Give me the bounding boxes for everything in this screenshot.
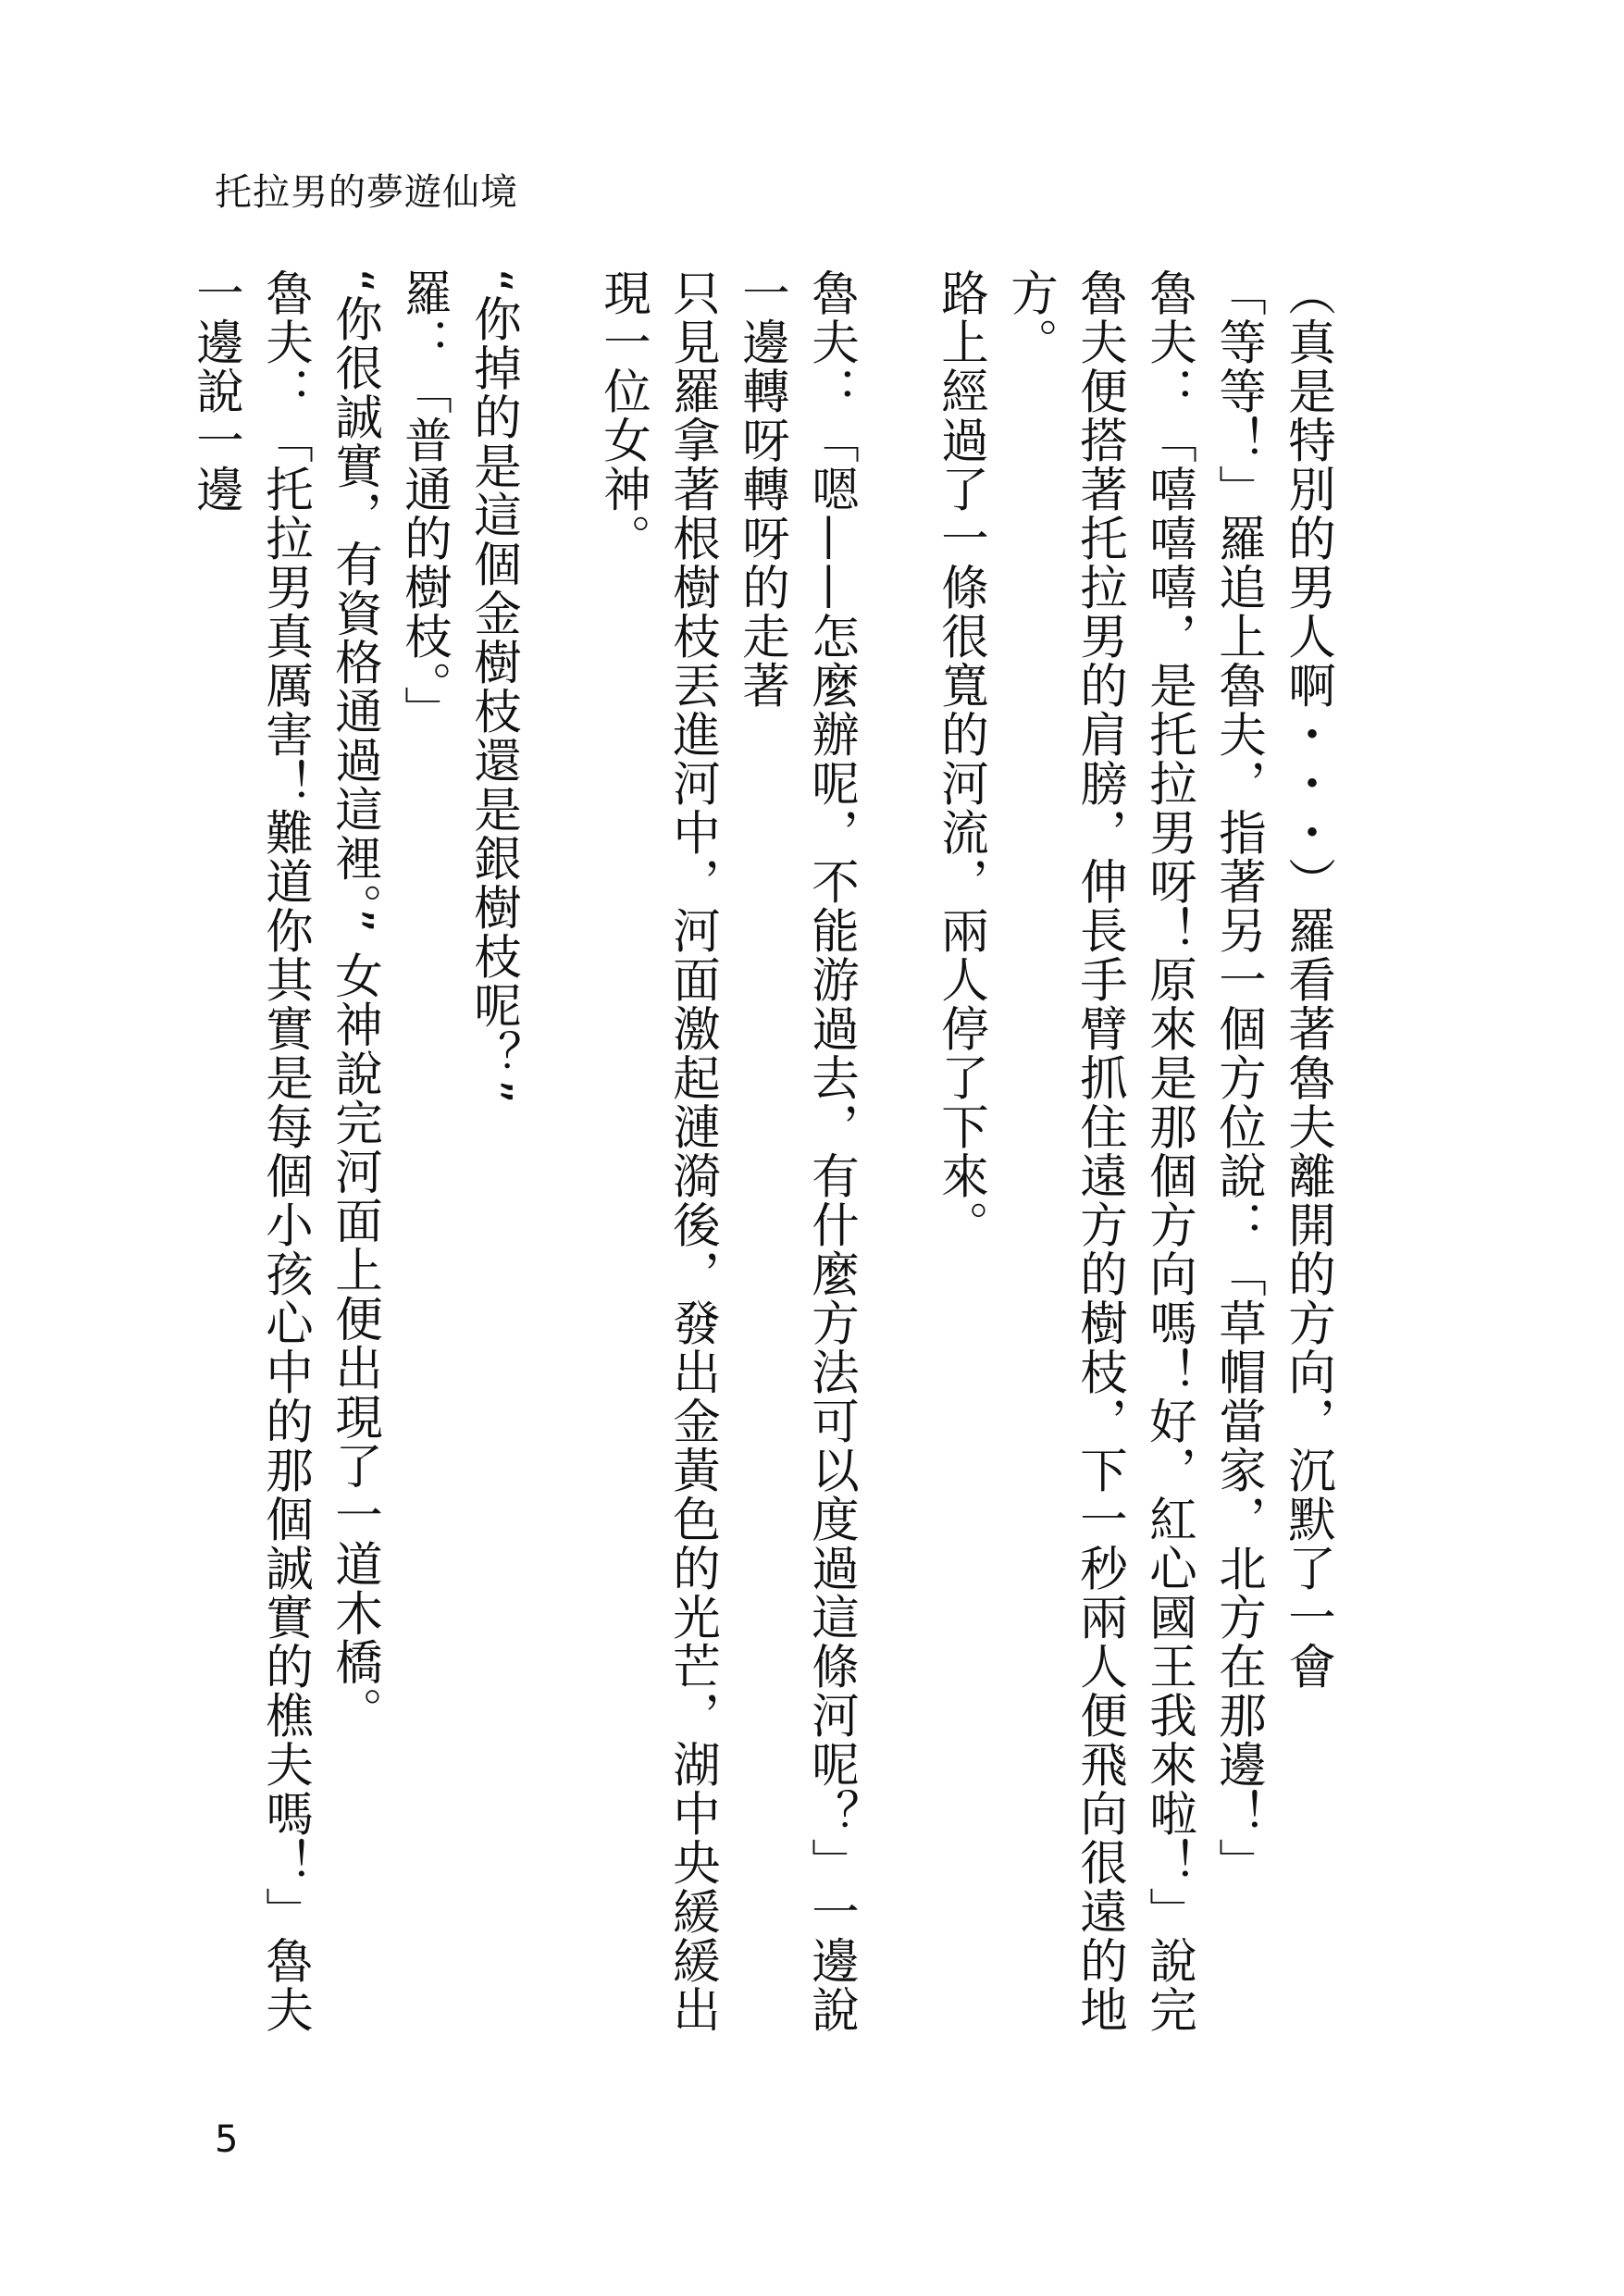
paragraph-9: “你很誠實，有資格通過這裡。” 女神說完河面上便出現了一道木橋。 <box>327 268 382 1736</box>
paragraph-4: 路上經過了一條很寬的河流，兩人停了下來。 <box>933 268 988 1249</box>
paragraph-7: “你掉的是這個金樹枝還是銀樹枝呢？” <box>465 268 521 1106</box>
paragraph-8: 羅：「普通的樹枝。」 <box>396 268 452 736</box>
paragraph-1: （真是特別的男人啊・・・）羅看著魯夫離開的方向，沉默了一會 <box>1280 268 1335 1691</box>
paragraph-6: 只見羅拿著根樹枝丟進河中，河面激起漣漪後，發出金黃色的光芒，湖中央緩緩出現一位女神。 <box>595 268 720 2034</box>
paragraph-5: 魯夫：「嗯——怎麼辦呢，不能游過去，有什麼方法可以度過這條河呢？」一邊說一邊轉呀轉呀的走著 <box>734 268 859 2034</box>
paragraph-2: 「等等！」羅追上魯夫，指著另一個方位說：「草帽當家，北方在那邊！」 <box>1210 268 1266 1887</box>
running-header-title: 托拉男的夢遊仙境 <box>215 171 518 214</box>
vertical-body-text <box>188 268 1342 2082</box>
paragraph-10: 魯夫：「托拉男真厲害！難道你其實是每個小孩心中的那個誠實的樵夫嗎！」魯夫一邊說一邊 <box>188 268 313 2034</box>
page-number: 5 <box>215 2118 239 2161</box>
paragraph-3: 魯夫：「嘻嘻嘻，是托拉男呀！原來是那個方向嗎！好，紅心國王我來啦！」說完魯夫便搭著托拉男的肩膀，伸長手臂抓住遠方的樹枝，下一秒兩人便飛向很遠的地方。 <box>1002 268 1196 2034</box>
